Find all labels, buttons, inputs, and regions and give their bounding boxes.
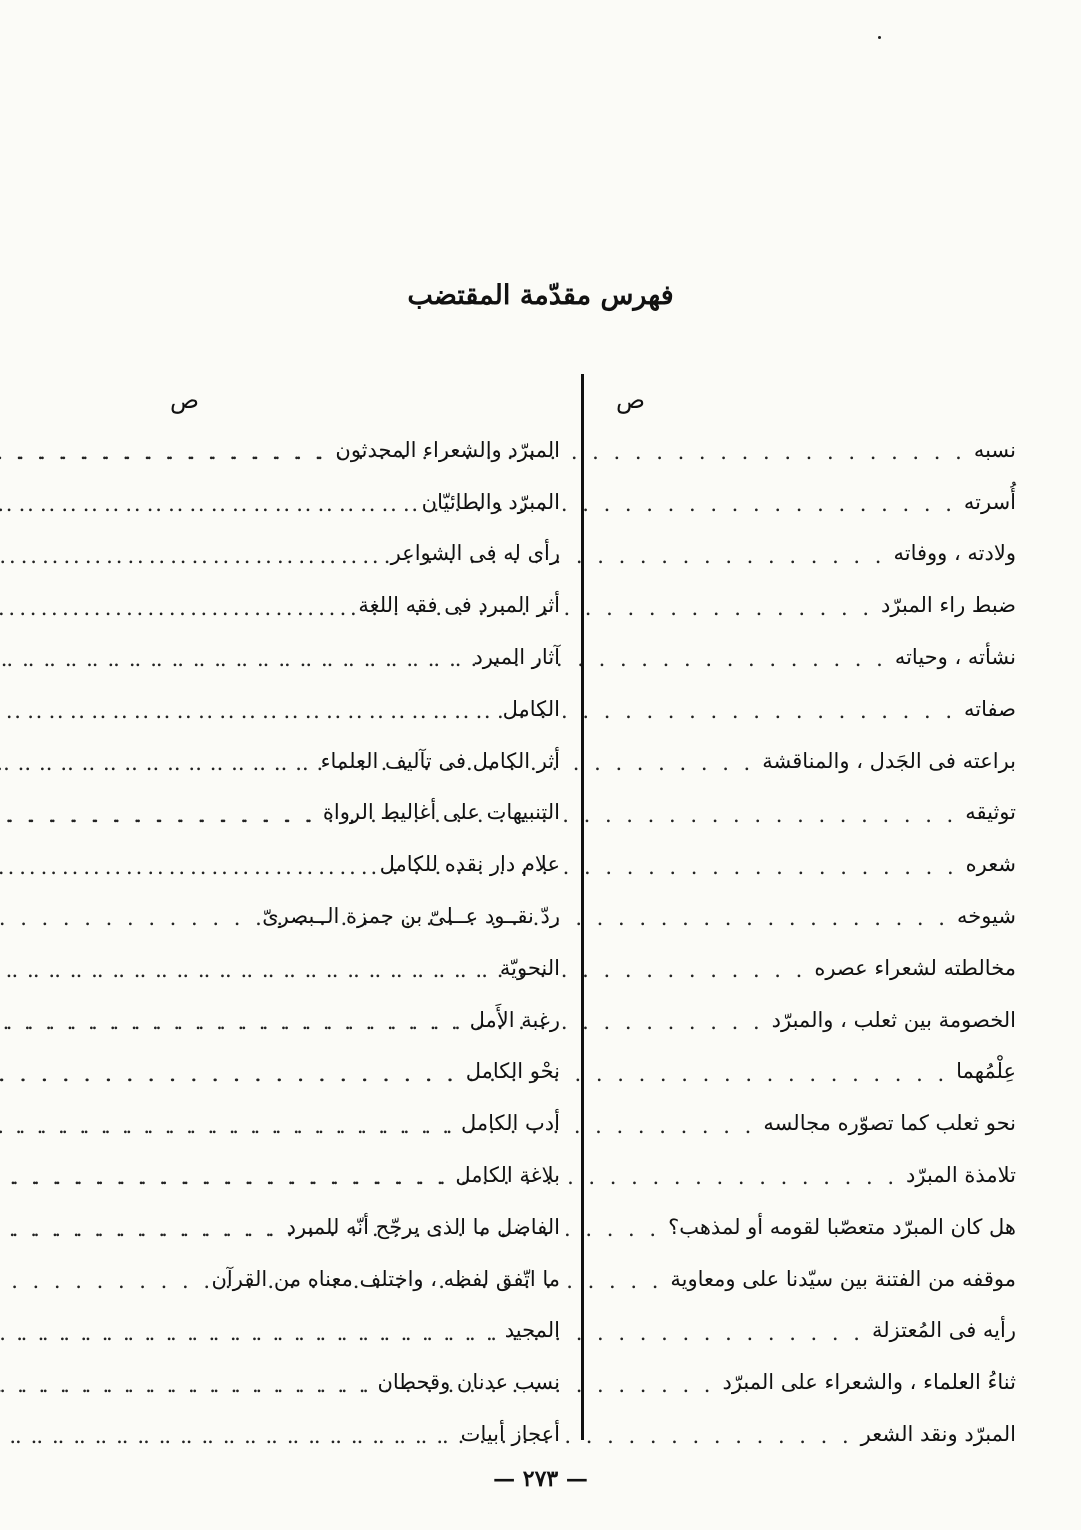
toc-entry <box>170 476 560 528</box>
toc-entry-title: شعره <box>965 852 1016 877</box>
toc-entry-title: أعجاز أبيات <box>460 1422 560 1447</box>
dot-leader <box>0 1373 369 1400</box>
toc-entry-title: ثناءُ العلماء ، والشعراء على المبرّد <box>722 1370 1016 1395</box>
toc-entry <box>616 1253 1016 1305</box>
toc-entry <box>170 787 560 839</box>
toc-entry <box>616 1149 1016 1201</box>
toc-entry-title: بلاغة الكامل <box>455 1163 560 1188</box>
toc-entry <box>616 579 1016 631</box>
toc-entry <box>616 683 1016 735</box>
toc-entry <box>616 1201 1016 1253</box>
toc-entry <box>170 1046 560 1098</box>
page-number: — ٢٧٣ — <box>493 1466 588 1492</box>
toc-entry <box>616 787 1016 839</box>
toc-entry <box>170 683 560 735</box>
dot-leader <box>0 1062 458 1089</box>
toc-entry <box>616 1046 1016 1098</box>
dot-leader <box>0 492 414 519</box>
toc-entry-title: نحو ثعلب كما تصوّره مجالسه <box>763 1111 1016 1136</box>
toc-entry-title: رأيه فى المُعتزلة <box>871 1318 1016 1343</box>
toc-entry-title: ولادته ، ووفاته <box>893 541 1016 566</box>
toc-entry-title: مخالطته لشعراء عصره <box>814 955 1016 980</box>
dot-leader <box>0 1165 447 1192</box>
toc-entry <box>616 838 1016 890</box>
toc-entry-title: نسبه <box>973 437 1016 462</box>
dot-leader <box>0 596 350 623</box>
toc-entry <box>170 942 560 994</box>
toc-entry-title: أدب الكامل <box>460 1111 560 1136</box>
toc-entry <box>170 994 560 1046</box>
toc-entry <box>616 1097 1016 1149</box>
toc-entry-title: الخصومة بين ثعلب ، والمبرّد <box>771 1007 1016 1032</box>
dot-leader <box>0 544 383 571</box>
dot-leader <box>0 1217 279 1244</box>
toc-entry <box>170 735 560 787</box>
toc-entry <box>170 1253 560 1305</box>
toc-entry-title: ضبط راء المبرّد <box>881 593 1016 618</box>
toc-entry <box>170 1356 560 1408</box>
toc-entry <box>616 528 1016 580</box>
toc-entry <box>170 890 560 942</box>
page-column-header-left: ص <box>170 386 200 414</box>
toc-entry-title: المبرّد والطائيّان <box>421 489 560 514</box>
toc-list-left <box>170 424 560 1460</box>
toc-entry <box>170 1408 560 1460</box>
toc-entry <box>170 1201 560 1253</box>
toc-entry-title: ما اتّفق لفظه ، واختلف معناه من القرآن <box>211 1266 560 1291</box>
toc-entry <box>616 994 1016 1046</box>
toc-entry-title: علام دار نقده للكامل <box>379 852 560 877</box>
toc-entry-title: أُسرته <box>963 489 1016 514</box>
dot-leader <box>0 440 327 467</box>
column-divider <box>581 374 584 1440</box>
toc-entry-title: آثار المبرد <box>473 645 560 670</box>
dot-leader <box>0 751 313 778</box>
toc-entry <box>616 424 1016 476</box>
dot-leader <box>0 1010 462 1037</box>
toc-entry-title: رأى له فى الشواعر <box>390 541 560 566</box>
toc-entry <box>170 1097 560 1149</box>
toc-entry-title: أثر الكامل فى تآليف العلماء <box>320 748 560 773</box>
toc-entry-title: ردّ نقــود عــلىّ بن حمزة الــبصرىّ <box>262 904 560 929</box>
toc-column-left <box>170 388 560 1460</box>
dot-leader <box>0 647 465 674</box>
toc-entry-title: رغبة الأَمل <box>469 1007 560 1032</box>
toc-entry <box>616 942 1016 994</box>
dot-leader <box>0 803 315 830</box>
toc-entry <box>616 476 1016 528</box>
toc-entry <box>170 424 560 476</box>
toc-entry-title: نشأته ، وحياته <box>894 645 1016 670</box>
toc-entry-title: المبرّد والشعراء المحدثون <box>335 437 560 462</box>
dot-leader <box>0 1424 453 1451</box>
toc-entry-title: تلامذة المبرّد <box>906 1163 1016 1188</box>
toc-entry-title: هل كان المبرّد متعصّبا لقومه أو لمذهب؟ <box>668 1214 1016 1239</box>
print-speck <box>878 36 881 39</box>
toc-entry <box>616 1305 1016 1357</box>
toc-entry-title: المجيد <box>504 1318 560 1343</box>
dot-leader <box>0 958 492 985</box>
toc-entry-title: صفاته <box>964 696 1016 721</box>
toc-entry <box>616 890 1016 942</box>
toc-entry-title: الكامل <box>502 696 560 721</box>
toc-entry <box>170 1305 560 1357</box>
toc-entry <box>616 631 1016 683</box>
toc-entry-title: موقفه من الفتنة بين سيّدنا على ومعاوية <box>670 1266 1016 1291</box>
toc-entry <box>616 1408 1016 1460</box>
page-title: فهرس مقدّمة المقتضب <box>407 280 674 311</box>
dot-leader <box>0 855 372 882</box>
toc-entry-title: النحويّة <box>499 955 560 980</box>
toc-list-right <box>616 424 1016 1460</box>
toc-entry <box>616 735 1016 787</box>
toc-column-right <box>616 388 1016 1460</box>
toc-entry-title: توثيقه <box>965 800 1016 825</box>
toc-entry <box>170 631 560 683</box>
toc-entry-title: شيوخه <box>956 904 1016 929</box>
dot-leader <box>0 699 495 726</box>
toc-entry-title: المبرّد ونقد الشعر <box>860 1422 1016 1447</box>
dot-leader <box>0 1321 497 1348</box>
toc-entry <box>616 1356 1016 1408</box>
toc-entry-title: عِلْمُهما <box>956 1059 1016 1084</box>
toc-entry <box>170 579 560 631</box>
dot-leader <box>0 1114 453 1141</box>
toc-entry <box>170 1149 560 1201</box>
toc-entry <box>170 528 560 580</box>
page-column-header-right: ص <box>616 386 646 414</box>
toc-entry-title: نسب عدنان وقحطان <box>377 1370 560 1395</box>
toc-entry <box>170 838 560 890</box>
toc-entry-title: أثر المبرد فى فقه اللغة <box>358 593 560 618</box>
toc-entry-title: الفاضل ما الذى يرجّح أنّه للمبرد <box>286 1214 560 1239</box>
toc-entry-title: براعته فى الجَدل ، والمناقشة <box>762 748 1016 773</box>
toc-entry-title: نحْو الكامل <box>465 1059 560 1084</box>
toc-entry-title: التنبيهات على أغاليط الرواة <box>322 800 560 825</box>
